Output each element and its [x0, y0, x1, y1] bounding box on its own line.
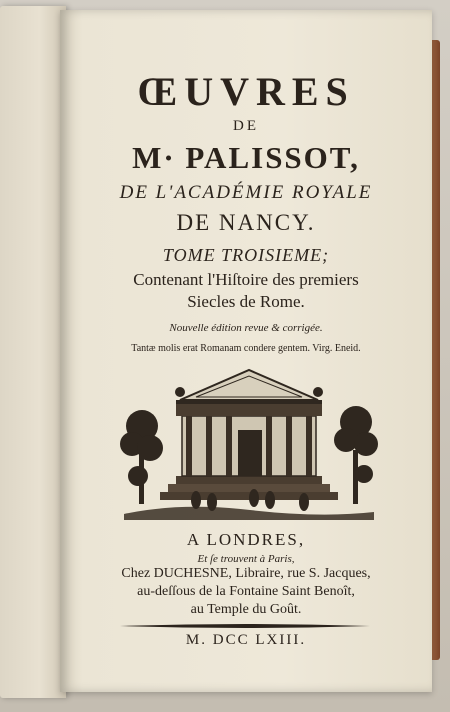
- left-page-edge: [0, 6, 66, 698]
- title-de: DE: [233, 118, 259, 134]
- academy-line: DE L'ACADÉMIE ROYALE: [119, 182, 373, 203]
- author-name: M· PALISSOT,: [132, 140, 360, 175]
- contents-line-2: Siecles de Rome.: [187, 292, 305, 311]
- place-of-publication: A LONDRES,: [186, 530, 306, 549]
- imprint-line-2: au-deſſous de la Fontaine Saint Benoît,: [137, 584, 355, 599]
- title-page: [60, 10, 432, 692]
- nancy-line: DE NANCY.: [176, 210, 316, 235]
- temple-engraving-vignette: [120, 364, 378, 524]
- also-sold-paris: Et ſe trouvent à Paris,: [197, 553, 295, 565]
- edition-note: Nouvelle édition revue & corrigée.: [169, 322, 323, 334]
- decorative-rule: [120, 623, 370, 629]
- imprint-line-1: Chez DUCHESNE, Libraire, rue S. Jacques,: [121, 566, 371, 581]
- book-title: ŒUVRES: [137, 69, 355, 114]
- contents-line-1: Contenant l'Hiſtoire des premiers: [133, 270, 359, 289]
- publication-year: M. DCC LXIII.: [185, 632, 307, 648]
- motto-quote: Tantæ molis erat Romanam condere gentem. Virg. Eneid.: [131, 343, 361, 354]
- volume-line: TOME TROISIEME;: [162, 245, 330, 265]
- imprint-line-3: au Temple du Goût.: [190, 602, 302, 617]
